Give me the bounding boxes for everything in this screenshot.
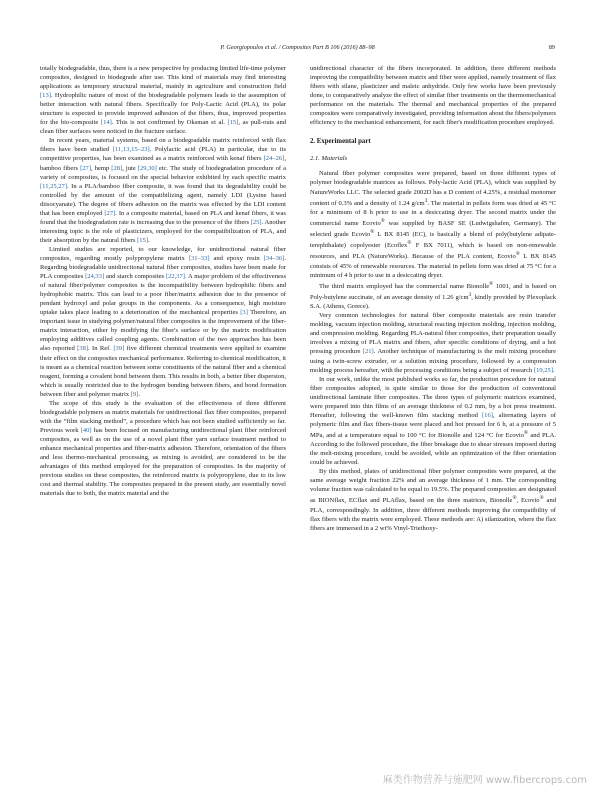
text-run: . A major problem of the effectiveness of natural fiber/polymer composites is the incompatibility between hydrophilic fibers and hydrophobic matrix. This can lead to a poor fiber/matrix adhesion due to the presence of pendant hydroxyl and polar groups in the components. As a consequence, high moisture uptake takes place leading to a deterioration of the mechanical properties (40, 273, 286, 317)
text-run: etc. The study of biodegradation procedure of a variety of composites, is focused on the special behavior exhibited by each specific matrix (40, 164, 286, 181)
citation-link[interactable]: [11,13,15–23] (112, 146, 150, 154)
paragraph (310, 280, 556, 311)
text-run: , jute (122, 164, 138, 172)
left-column (40, 64, 286, 498)
citation-link[interactable]: [15] (227, 119, 239, 127)
superscript: 3 (468, 292, 472, 299)
text-run: . Hydrophilic nature of most of the biodegradable polymers leads to the assumption of better interaction with natural fibers. Specifically for Poly-Lactic Acid (PLA), its polar structure is expected to provide improved adhesion of the fibers, thus, improved properties for the bio-composite (40, 92, 286, 127)
text-run: Natural fiber polymer composites were prepared, based on three different types of polymer biodegradable matrices as follows. Poly-lactic Acid (PLA), which was supplied by NatureWorks LLC. The selected grade 2002D has a D content of 4.25%, a residual monomer content of 0.3% and a density of 1.24 g/cm (310, 170, 556, 207)
citation-link[interactable]: [28] (111, 164, 123, 172)
subsection-heading: 2.1. Materials (310, 155, 348, 163)
superscript: ® (489, 280, 494, 287)
text-run: , kindly provided by Plexoplack S.A. (Athens, Greece). (310, 294, 557, 311)
section-heading: 2. Experimental part (310, 138, 371, 146)
paragraph (40, 136, 286, 245)
text-run: , hemp (91, 164, 112, 172)
citation-link[interactable]: [9] (130, 390, 139, 398)
superscript: ® (380, 217, 385, 224)
text-run: and PLA, correspondingly. In addition, three different methods improving the compatibility of flax fibers with the matrix were employed. These methods are: A) silanization, where the flax fibers are immersed in a 2 wt% Vinyl-Triethoxy- (310, 497, 556, 532)
right-column (310, 64, 556, 533)
text-run: totally biodegradable, thus, there is a new perspective by producing limited life-time polymer composites, designed to biodegrade after use. This kind of materials may find interesting applications as temporary structural material, mainly in agriculture and construction field (40, 65, 286, 91)
citation-link[interactable]: [3] (240, 309, 248, 317)
text-run: . (148, 236, 150, 244)
paragraph (40, 245, 286, 399)
text-run: F BX 7011), which is based on non-renewable resources, and PLA (NatureWorks). Because of the PLA content, Ecovio (310, 242, 556, 261)
citation-link[interactable]: [24,33] (85, 273, 105, 281)
citation-link[interactable]: [15] (137, 236, 149, 244)
citation-link[interactable]: [16] (482, 411, 493, 419)
text-run: The third matrix employed has the commercial name Bionolle (319, 282, 490, 290)
paragraph (310, 311, 556, 374)
superscript: ® (370, 229, 375, 236)
running-header (40, 44, 555, 56)
text-run: . (553, 366, 555, 374)
paragraph (40, 64, 286, 136)
citation-link[interactable]: [27] (80, 164, 92, 172)
citation-link[interactable]: [34–36] (263, 254, 285, 262)
citation-link[interactable]: [31–33] (188, 254, 210, 262)
text-run: and PLA. According to the followed procedure, the fiber breakage due to shear stresses imposed during the melt-mixing procedure, could be avoided, while an optimization of the fiber orientation could be achieved. (310, 432, 556, 467)
text-run: has been focused on manufacturing unidirectional plant fiber reinforced composites, as well as on the use of a novel plant fiber yarn surface treatment method to enhance mechanical properties and fiber-matrix adhesion. Therefore, orientation of the fibers and less thermo-mechanical processing, as mixing is avoided, are considered to be the advantages of this method employed for the preparation of composites. In the majority of previous studies on these composites, the reinforced matrix is polypropylene, due to its low cost and thermal stability. The composites prepared in the present study, are essentially novel materials due to both, the matrix material and the (40, 426, 286, 498)
citation-link[interactable]: [39] (113, 345, 125, 353)
text-run: In recent years, material systems, based on a biodegradable matrix reinforced with flax fibers have been studied (40, 137, 286, 154)
citation-link[interactable]: [11,25,27] (40, 182, 68, 190)
paragraph (310, 375, 556, 468)
text-run: L BX 8145 (EC), is basically a blend of poly(butylene adipate-terephthalate) copolyester (Ecoflex (310, 231, 556, 250)
citation-link[interactable]: [24–26] (263, 155, 285, 163)
text-run: five different chemical treatments were applied to examine their effect on the composites mechanical performance. Referring to chemical modification, it is meant as a chemical reaction between some constituents of the natural fiber and a chemical reagent, forming a covalent bond between them. This results in both, a better fiber dispersion, which is usually restricted due to the hydrogen bonding between fibers, and bond formation between fiber and polymer matrix (40, 345, 287, 398)
citation-link[interactable]: [14] (100, 119, 112, 127)
text-run: . In a PLA/bamboo fiber composite, it was found that its degradability could be controlled by the amount of the compatibilizing agent, namely LDI (Lysine based diisocyanate). The degree of fibers adhesion on the matrix was effected by the LDI content that has been employed (40, 182, 286, 217)
journal-citation: P. Georgiopoulos et al. / Composites Part B 106 (2016) 88–98 (220, 44, 375, 51)
text-run: . In a composite material, based on PLA and kenaf fibers, it was found that the biodegradation rate is increasing due to the presence of the fibers (40, 209, 286, 226)
citation-link[interactable]: [38] (77, 345, 89, 353)
citation-link[interactable]: [27] (104, 209, 116, 217)
citation-link[interactable]: [21] (362, 348, 374, 356)
text-run: 1001, and is based on Poly-butylene succinate, of an average density of 1.26 g/cm (310, 282, 556, 302)
citation-link[interactable]: [19,25] (533, 366, 553, 374)
citation-link[interactable]: [13] (40, 92, 51, 100)
text-run: By this method, plates of unidirectional fiber polymer composites were prepared, at the same average weight fraction 22% and an average thickness of 1 mm. The corresponding volume fraction was calculated to be equal to 19.5%. The prepared composites are designated as BIONflax, ECflax and PLAflax, based on the three matrices, Bionolle (310, 468, 556, 505)
text-run: was supplied by BASF SE (Ludwigshafen, Germany). The selected grade Ecovio (310, 220, 556, 239)
text-run: , Ecovio (516, 497, 540, 505)
text-run: and epoxy resin (209, 254, 264, 262)
text-run: . (138, 390, 140, 398)
text-run: . Another technique of manufacturing is the melt mixing procedure using a twin-screw extruder, or a solution mixing procedure, followed by a compression molding process hereafter, with the processing conditions being a subject of research (310, 348, 556, 374)
text-run: . In Ref. (88, 345, 114, 353)
citation-link[interactable]: [22,37] (165, 273, 185, 281)
paragraph (310, 169, 556, 279)
text-run: . Another interesting topic is the role of plasticizers, employed for the compatibilization of PLA, and their absorption by the natural fibers (40, 218, 286, 244)
page-number: 89 (548, 44, 555, 51)
text-run: The scope of this study is the evaluation of the effectiveness of three different biodegradable polymers as matrix materials for unidirectional flax fiber composites, prepared with the “film stacking method”, a procedure which has not been studied sufficiently so far. Previous work (40, 399, 286, 434)
superscript: ® (539, 495, 544, 502)
text-run: . Regarding biodegradable unidirectional natural fiber composites, studies have been made for PLA composites (40, 254, 286, 281)
site-watermark: 麻类作物营养与施肥网 www.fibercrops.com (382, 775, 587, 786)
text-run: . Polylactic acid (PLA) in particular, due to its competitive properties, has been examined as a matrix reinforced with kenaf fibers (40, 146, 286, 163)
paragraph (310, 467, 556, 533)
text-run: . This is not confirmed by Oksman et al. (111, 119, 228, 127)
citation-link[interactable]: [40] (80, 426, 92, 434)
text-run: Therefore, an important issue in studying polymer/natural fiber composites is the improvement of the fiber-matrix interaction, either by modifying the fiber's surface or by the matrix modification employing additives called coupling agents. Combination of the two approaches has been also reported (40, 309, 286, 353)
superscript: ® (524, 429, 529, 436)
citation-link[interactable]: [25] (250, 218, 262, 226)
superscript: ® (407, 240, 412, 247)
paragraph (40, 399, 286, 499)
text-run: and starch composites (104, 273, 166, 281)
text-run: , as pull-outs and clean fiber surfaces were noticed in the fracture surface. (40, 119, 287, 136)
superscript: ® (512, 495, 517, 502)
text-run: Very common technologies for natural fiber composite materials are resin transfer molding, vacuum injection molding, structural reacting injection molding, injection molding, and compression molding. Regarding PLA-natural fiber composites, their preparation usually involves a mixing of PLA matrix and fibers, after specific conditions of drying, and a hot pressing procedure (310, 312, 556, 356)
text-run: , bamboo fibers (40, 155, 286, 172)
text-run: Limited studies are reported, to our knowledge, for unidirectional natural fiber composites, regarding mostly polypropylene matrix (40, 245, 286, 262)
text-run: In our work, unlike the most published works so far, the production procedure for natural fiber composites adopted, is quite similar to those for the production of conventional unidirectional laminate fiber composites. The three types of polymeric matrices examined, were prepared into thin films of an average thickness of 0.2 mm, by a hot press treatment. Hereafter, following the well-known film stacking method (310, 375, 556, 419)
superscript: 3 (424, 197, 428, 204)
text-run: L BX 8145 consists of 45% of renewable resources. The material in pellets form was dried at 75 °C for a minimum of 4 h prior to use in a desiccating dryer. (310, 253, 556, 279)
text-run: unidirectional character of the fibers incorporated. In addition, three different methods improving the compatibility between matrix and fiber were applied, namely treatment of flax fibers with silane, plasticizer and maleic anhydride. Only few works have been previously done, to comparatively analyze the effect of similar fiber treatments on the thermomechanical performance on the materials. The thermal and mechanical properties of the prepared composites were comparatively investigated, providing information about the fibers/polymers efficiency to the mechanical enhancement, for each fiber's modification procedure employed. (310, 65, 556, 127)
text-run: . The material in pellets form was dried at 45 °C for a minimum of 8 h prior to use in a desiccating dryer. The second matrix under the commercial name Ecovio (310, 199, 556, 227)
text-run: , alternating layers of polymeric film and flax fibers-tissue were placed and hot pressed for 6 h, at a pressure of 5 MPa, and at a temperature equal to 100 °C for Bionolle and 124 °C for Ecovio (310, 411, 556, 440)
citation-link[interactable]: [29,30] (137, 164, 157, 172)
paragraph (310, 64, 556, 127)
superscript: ® (515, 251, 520, 258)
